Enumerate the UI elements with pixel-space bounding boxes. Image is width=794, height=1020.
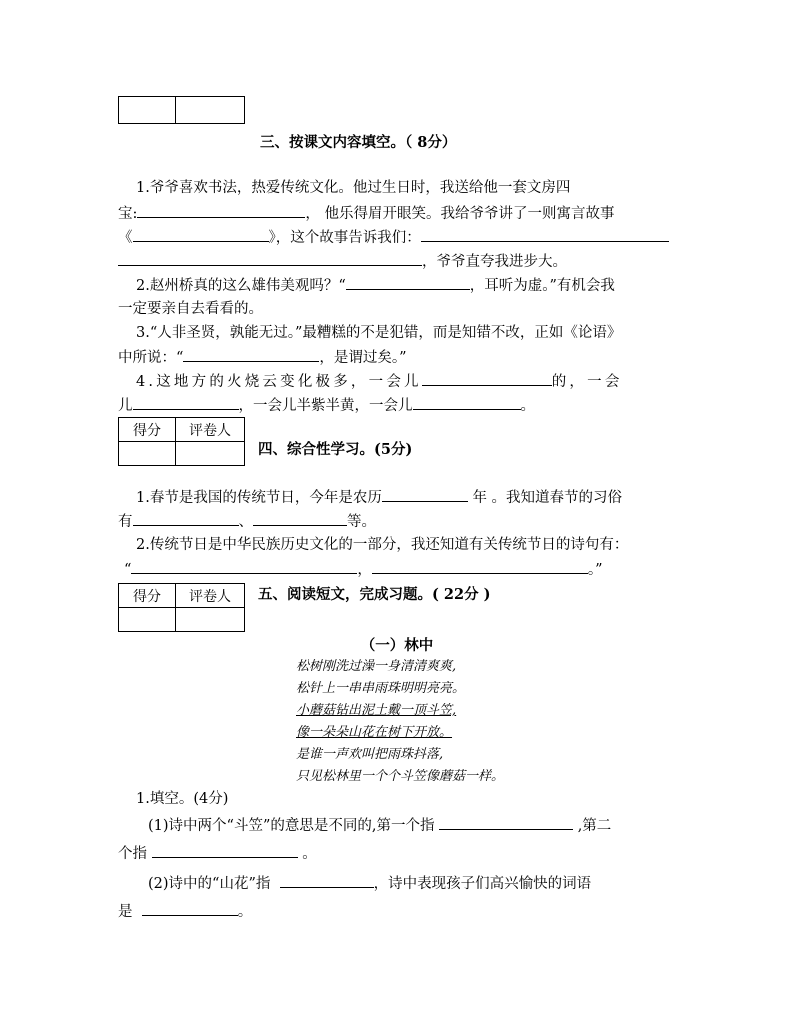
score-label: 得分 <box>119 418 176 442</box>
blank[interactable] <box>131 559 357 574</box>
blank[interactable] <box>346 275 470 290</box>
s5-q1a-line2: 个指 。 <box>118 843 317 864</box>
score-table-section5 <box>118 583 245 632</box>
grader-label: 评卷人 <box>176 418 245 442</box>
s3-q2-line2: 一定要亲自去看看的。 <box>118 301 263 317</box>
s5-q1b-line2: 是 。 <box>118 901 252 922</box>
s5-q1a-line1: (1)诗中两个“斗笠”的意思是不同的,第一个指 ,第二 <box>148 815 611 836</box>
top-score-table <box>118 96 245 124</box>
blank[interactable] <box>382 487 468 502</box>
s4-q1-line1: 1.春节是我国的传统节日，今年是农历 年 。我知道春节的习俗 <box>136 487 622 508</box>
s5-q1b-line1: (2)诗中的“山花”指 ，诗中表现孩子们高兴愉快的词语 <box>148 873 591 894</box>
poem-line: 像一朵朵山花在树下开放。 <box>296 725 453 740</box>
blank[interactable] <box>280 873 374 888</box>
blank[interactable] <box>183 347 319 362</box>
score-label: 得分 <box>119 584 176 608</box>
grader-input[interactable] <box>176 608 245 632</box>
passage-title: （一）林中 <box>360 637 434 654</box>
blank[interactable] <box>413 395 521 410</box>
poem-line: 只见松林里一个个斗笠像蘑菇一样。 <box>296 769 505 784</box>
s4-q1-line2: 有 、 等。 <box>118 511 376 532</box>
score-table-section4 <box>118 417 245 466</box>
s3-q1-line1: 1.爷爷喜欢书法，热爱传统文化。他过生日时，我送给他一套文房四 <box>136 180 571 196</box>
blank[interactable] <box>142 901 238 916</box>
grader-input[interactable] <box>176 442 245 466</box>
blank[interactable] <box>439 815 573 830</box>
poem-line: 小蘑菇钻出泥土戴一顶斗笠, <box>296 703 457 718</box>
score-input[interactable] <box>119 442 176 466</box>
s3-q4-line2: 儿 ，一会儿半紫半黄，一会儿 。 <box>118 395 535 416</box>
blank[interactable] <box>152 843 298 858</box>
blank[interactable] <box>133 227 269 242</box>
s3-q4-line1: 4.这地方的火烧云变化极多，一会儿 的，一会 <box>136 371 623 392</box>
s3-q3-line1: 3.“人非圣贤，孰能无过。”最糟糕的不是犯错，而是知错不改，正如《论语》 <box>136 325 622 341</box>
score-input[interactable] <box>119 608 176 632</box>
top-table-cell <box>119 97 176 124</box>
blank[interactable] <box>422 371 552 386</box>
blank[interactable] <box>118 251 422 266</box>
s4-q2-line2: “ ， 。” <box>124 559 603 580</box>
blank[interactable] <box>133 395 239 410</box>
poem-line: 是谁一声欢叫把雨珠抖落, <box>296 747 444 762</box>
section4-heading: 四、综合性学习。(5分) <box>258 441 413 458</box>
blank[interactable] <box>133 511 239 526</box>
s5-q1-heading: 1.填空。(4分) <box>136 791 229 807</box>
poem-line: 松针上一串串雨珠明明亮亮。 <box>296 681 466 696</box>
top-table-cell <box>176 97 245 124</box>
s3-q1-line2: 宝: ， 他乐得眉开眼笑。我给爷爷讲了一则寓言故事 <box>118 203 615 224</box>
section3-heading: 三、按课文内容填空。（ 8分） <box>260 134 457 151</box>
blank[interactable] <box>253 511 347 526</box>
s3-q3-line2: 中所说：“ ，是谓过矣。” <box>118 347 407 368</box>
s3-q1-line3: 《 》，这个故事告诉我们： <box>118 227 669 248</box>
grader-label: 评卷人 <box>176 584 245 608</box>
section5-heading: 五、阅读短文，完成习题。( 22分 ) <box>258 586 491 603</box>
s3-q1-line4: ，爷爷直夸我进步大。 <box>118 251 567 272</box>
s3-q2-line1: 2.赵州桥真的这么雄伟美观吗？“ ，耳听为虚。”有机会我 <box>136 275 615 296</box>
poem-line: 松树刚洗过澡一身清清爽爽, <box>296 659 457 674</box>
blank[interactable] <box>421 227 669 242</box>
blank[interactable] <box>137 203 305 218</box>
blank[interactable] <box>372 559 588 574</box>
s4-q2-line1: 2.传统节日是中华民族历史文化的一部分，我还知道有关传统节日的诗句有： <box>136 537 629 553</box>
